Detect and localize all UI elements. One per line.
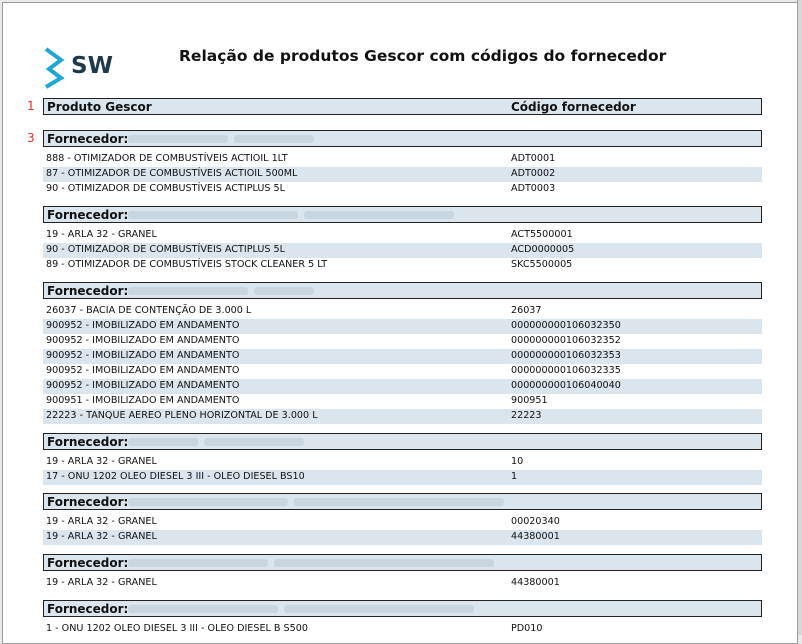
logo-chevron-icon [43, 47, 67, 89]
produto-cell: 900952 - IMOBILIZADO EM ANDAMENTO [46, 320, 240, 331]
produto-cell: 900952 - IMOBILIZADO EM ANDAMENTO [46, 365, 240, 376]
codigo-cell: ACD0000005 [511, 244, 575, 255]
codigo-cell: 1 [511, 471, 518, 482]
table-row [43, 394, 762, 409]
redacted-supplier-name [294, 498, 504, 506]
report-title: Relação de produtos Gescor com códigos do fornecedor [179, 47, 667, 65]
redacted-supplier-name [128, 211, 298, 219]
codigo-cell: 000000000106032352 [511, 335, 621, 346]
produto-cell: 87 - OTIMIZADOR DE COMBUSTÍVEIS ACTIOIL 500ML [46, 168, 298, 179]
table-row [43, 304, 762, 319]
supplier-group-header [43, 493, 762, 510]
logo [43, 47, 123, 89]
codigo-cell: 000000000106032353 [511, 350, 621, 361]
window-edge [797, 0, 802, 635]
codigo-cell: SKC5500005 [511, 259, 573, 270]
codigo-cell: ADT0002 [511, 168, 556, 179]
codigo-cell: ADT0001 [511, 153, 556, 164]
supplier-group-header [43, 206, 762, 223]
codigo-cell: 000000000106032350 [511, 320, 621, 331]
table-row [43, 409, 762, 424]
supplier-label: Fornecedor: [47, 435, 129, 449]
table-row [43, 530, 762, 545]
table-row [43, 258, 762, 273]
produto-cell: 1 - ONU 1202 OLEO DIESEL 3 III - OLEO DIESEL B S500 [46, 623, 308, 634]
codigo-cell: 000000000106040040 [511, 380, 621, 391]
column-header [43, 98, 762, 115]
table-row [43, 379, 762, 394]
marker-1: 1 [27, 99, 35, 113]
redacted-supplier-name [284, 605, 474, 613]
redacted-supplier-name [128, 498, 288, 506]
table-row [43, 455, 762, 470]
redacted-supplier-name [274, 559, 494, 567]
produto-cell: 19 - ARLA 32 - GRANEL [46, 516, 157, 527]
table-row [43, 182, 762, 197]
codigo-cell: 000000000106032335 [511, 365, 621, 376]
table-row [43, 167, 762, 182]
codigo-cell: 44380001 [511, 577, 560, 588]
codigo-cell: ACT5500001 [511, 229, 573, 240]
supplier-label: Fornecedor: [47, 602, 129, 616]
table-row [43, 364, 762, 379]
header-produto: Produto Gescor [47, 100, 152, 114]
table-row [43, 243, 762, 258]
redacted-supplier-name [128, 559, 268, 567]
redacted-supplier-name [234, 135, 314, 143]
produto-cell: 19 - ARLA 32 - GRANEL [46, 229, 157, 240]
codigo-cell: 900951 [511, 395, 548, 406]
table-row [43, 515, 762, 530]
table-row [43, 470, 762, 485]
produto-cell: 900952 - IMOBILIZADO EM ANDAMENTO [46, 335, 240, 346]
table-row [43, 334, 762, 349]
produto-cell: 90 - OTIMIZADOR DE COMBUSTÍVEIS ACTIPLUS 5L [46, 183, 285, 194]
supplier-group-header [43, 130, 762, 147]
produto-cell: 900951 - IMOBILIZADO EM ANDAMENTO [46, 395, 240, 406]
supplier-label: Fornecedor: [47, 208, 129, 222]
table-row [43, 228, 762, 243]
supplier-label: Fornecedor: [47, 556, 129, 570]
codigo-cell: ADT0003 [511, 183, 556, 194]
supplier-group-header [43, 282, 762, 299]
produto-cell: 89 - OTIMIZADOR DE COMBUSTÍVEIS STOCK CLEANER 5 LT [46, 259, 328, 270]
redacted-supplier-name [128, 287, 248, 295]
supplier-label: Fornecedor: [47, 284, 129, 298]
marker-3: 3 [27, 131, 35, 145]
produto-cell: 900952 - IMOBILIZADO EM ANDAMENTO [46, 350, 240, 361]
produto-cell: 19 - ARLA 32 - GRANEL [46, 577, 157, 588]
supplier-label: Fornecedor: [47, 495, 129, 509]
supplier-group-header [43, 433, 762, 450]
supplier-label: Fornecedor: [47, 132, 129, 146]
table-row [43, 152, 762, 167]
codigo-cell: 22223 [511, 410, 542, 421]
logo-text: SW [71, 53, 113, 79]
table-row [43, 576, 762, 591]
codigo-cell: PD010 [511, 623, 543, 634]
report-page [2, 2, 798, 644]
codigo-cell: 00020340 [511, 516, 560, 527]
table-row [43, 349, 762, 364]
produto-cell: 17 - ONU 1202 OLEO DIESEL 3 III - OLEO DIESEL BS10 [46, 471, 305, 482]
header-codigo: Código fornecedor [511, 100, 636, 114]
produto-cell: 26037 - BACIA DE CONTENÇÃO DE 3.000 L [46, 305, 252, 316]
produto-cell: 888 - OTIMIZADOR DE COMBUSTÍVEIS ACTIOIL 1LT [46, 153, 288, 164]
supplier-group-header [43, 554, 762, 571]
redacted-supplier-name [254, 287, 314, 295]
produto-cell: 900952 - IMOBILIZADO EM ANDAMENTO [46, 380, 240, 391]
produto-cell: 19 - ARLA 32 - GRANEL [46, 531, 157, 542]
codigo-cell: 26037 [511, 305, 542, 316]
redacted-supplier-name [128, 605, 278, 613]
produto-cell: 22223 - TANQUE AEREO PLENO HORIZONTAL DE 3.000 L [46, 410, 318, 421]
table-row [43, 319, 762, 334]
supplier-group-header [43, 600, 762, 617]
redacted-supplier-name [204, 438, 304, 446]
codigo-cell: 44380001 [511, 531, 560, 542]
codigo-cell: 10 [511, 456, 524, 467]
redacted-supplier-name [304, 211, 454, 219]
produto-cell: 90 - OTIMIZADOR DE COMBUSTÍVEIS ACTIPLUS 5L [46, 244, 285, 255]
produto-cell: 19 - ARLA 32 - GRANEL [46, 456, 157, 467]
redacted-supplier-name [128, 135, 228, 143]
redacted-supplier-name [128, 438, 198, 446]
